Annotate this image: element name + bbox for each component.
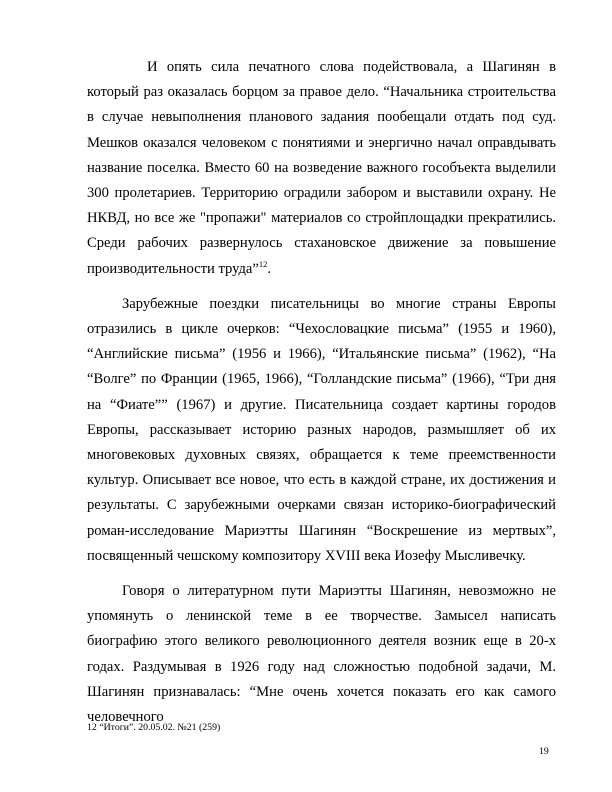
footnote-reference: 12 (258, 258, 268, 269)
paragraph-1-end: . (267, 260, 272, 277)
footnote: 12 “Итоги”. 20.05.02. №21 (259) (87, 722, 221, 733)
paragraph-3: Говоря о литературном пути Мариэтты Шагинян, невозможно не упомянуть о ленинской теме в ее творчестве. Замысел написать биографию этого великого революционного деятеля возник еще в 20-х годах. Раздумывая в 1926 году над сложностью подобной задачи, М. Шагинян признавалась: “Мне очень хочется показать его как самого человечного (87, 583, 556, 726)
paragraph-1-text: И опять сила печатного слова подействовала, а Шагинян в который раз оказалась борцом за правое дело. “Начальника строительства в случае невыполнения планового задания пообещали отдать под суд. Мешков оказался человеком с понятиями и энергично начал оправдывать название поселка. Вместо 60 на возведение важного гособъекта выделили 300 пролетариев. Территорию оградили забором и выставили охрану. Не НКВД, но все же "пропажи" материалов со стройплощадки прекратились. Среди рабочих развернулось стахановское движение за повышение производительности труда” (87, 59, 556, 277)
body-text (87, 55, 556, 730)
paragraph-1 (87, 55, 556, 282)
paragraph-2: Зарубежные поездки писательницы во многие страны Европы отразились в цикле очерков: “Чехословацкие письма” (1955 и 1960), “Английские письма” (1956 и 1966), “Итальянские письма” (1962), “На “Волге” по Франции (1965, 1966), “Голландские письма” (1966), “Три дня на “Фиате”” (1967) и другие. Писательница создает картины городов Европы, рассказывает историю разных народов, размышляет об их многовековых духовных связях, обращается к теме преемственности культур. Описывает все новое, что есть в каждой стране, их достижения и результаты. С зарубежными очерками связан историко-биографический роман-исследование Мариэтты Шагинян “Воскрешение из мертвых”, посвященный чешскому композитору XVIII века Иозефу Мысливечку. (87, 295, 556, 564)
page-number: 19 (539, 746, 549, 757)
